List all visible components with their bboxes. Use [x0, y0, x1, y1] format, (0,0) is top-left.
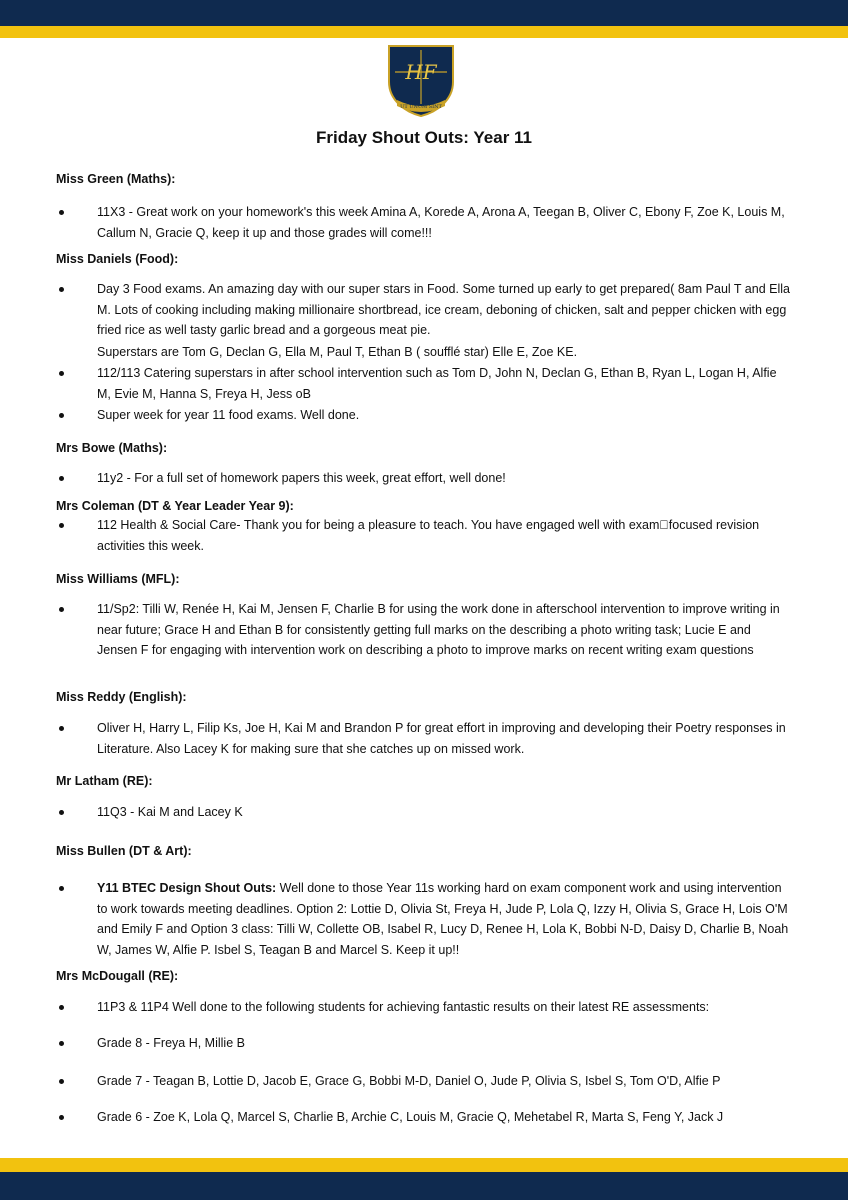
bullet-icon — [59, 1115, 64, 1120]
section-heading-mcdougall: Mrs McDougall (RE): — [56, 969, 179, 983]
section-heading-latham: Mr Latham (RE): — [56, 774, 153, 788]
page-title: Friday Shout Outs: Year 11 — [315, 128, 533, 147]
section-heading-daniels: Miss Daniels (Food): — [56, 252, 179, 266]
top-gold-band — [0, 26, 848, 38]
bullet-icon — [59, 476, 64, 481]
section-heading-reddy: Miss Reddy (English): — [56, 690, 187, 704]
bullet-icon — [59, 287, 64, 292]
bullet-icon — [59, 607, 64, 612]
school-crest-logo — [383, 42, 459, 118]
bullet-icon — [59, 413, 64, 418]
bottom-gold-band — [0, 1158, 848, 1172]
bullet-icon — [59, 210, 64, 215]
crest-initials: HF — [405, 60, 437, 84]
bullet-icon — [59, 886, 64, 891]
bullet-icon — [59, 371, 64, 376]
top-navy-band — [0, 0, 848, 26]
bottom-navy-band — [0, 1172, 848, 1200]
section-heading-bowe: Mrs Bowe (Maths): — [56, 441, 168, 455]
btec-design-label: Y11 BTEC Design Shout Outs: — [97, 881, 277, 895]
crest-motto: UT UNUM SINT — [400, 104, 442, 110]
section-heading-coleman: Mrs Coleman (DT & Year Leader Year 9): — [56, 499, 294, 513]
bullet-icon — [59, 1005, 64, 1010]
bullet-icon — [59, 523, 64, 528]
section-heading-bullen: Miss Bullen (DT & Art): — [56, 844, 192, 858]
section-heading-green: Miss Green (Maths): — [56, 172, 176, 186]
bullet-icon — [59, 810, 64, 815]
section-heading-williams: Miss Williams (MFL): — [56, 572, 180, 586]
bullet-icon — [59, 1079, 64, 1084]
bullet-icon — [59, 726, 64, 731]
bullet-icon — [59, 1041, 64, 1046]
